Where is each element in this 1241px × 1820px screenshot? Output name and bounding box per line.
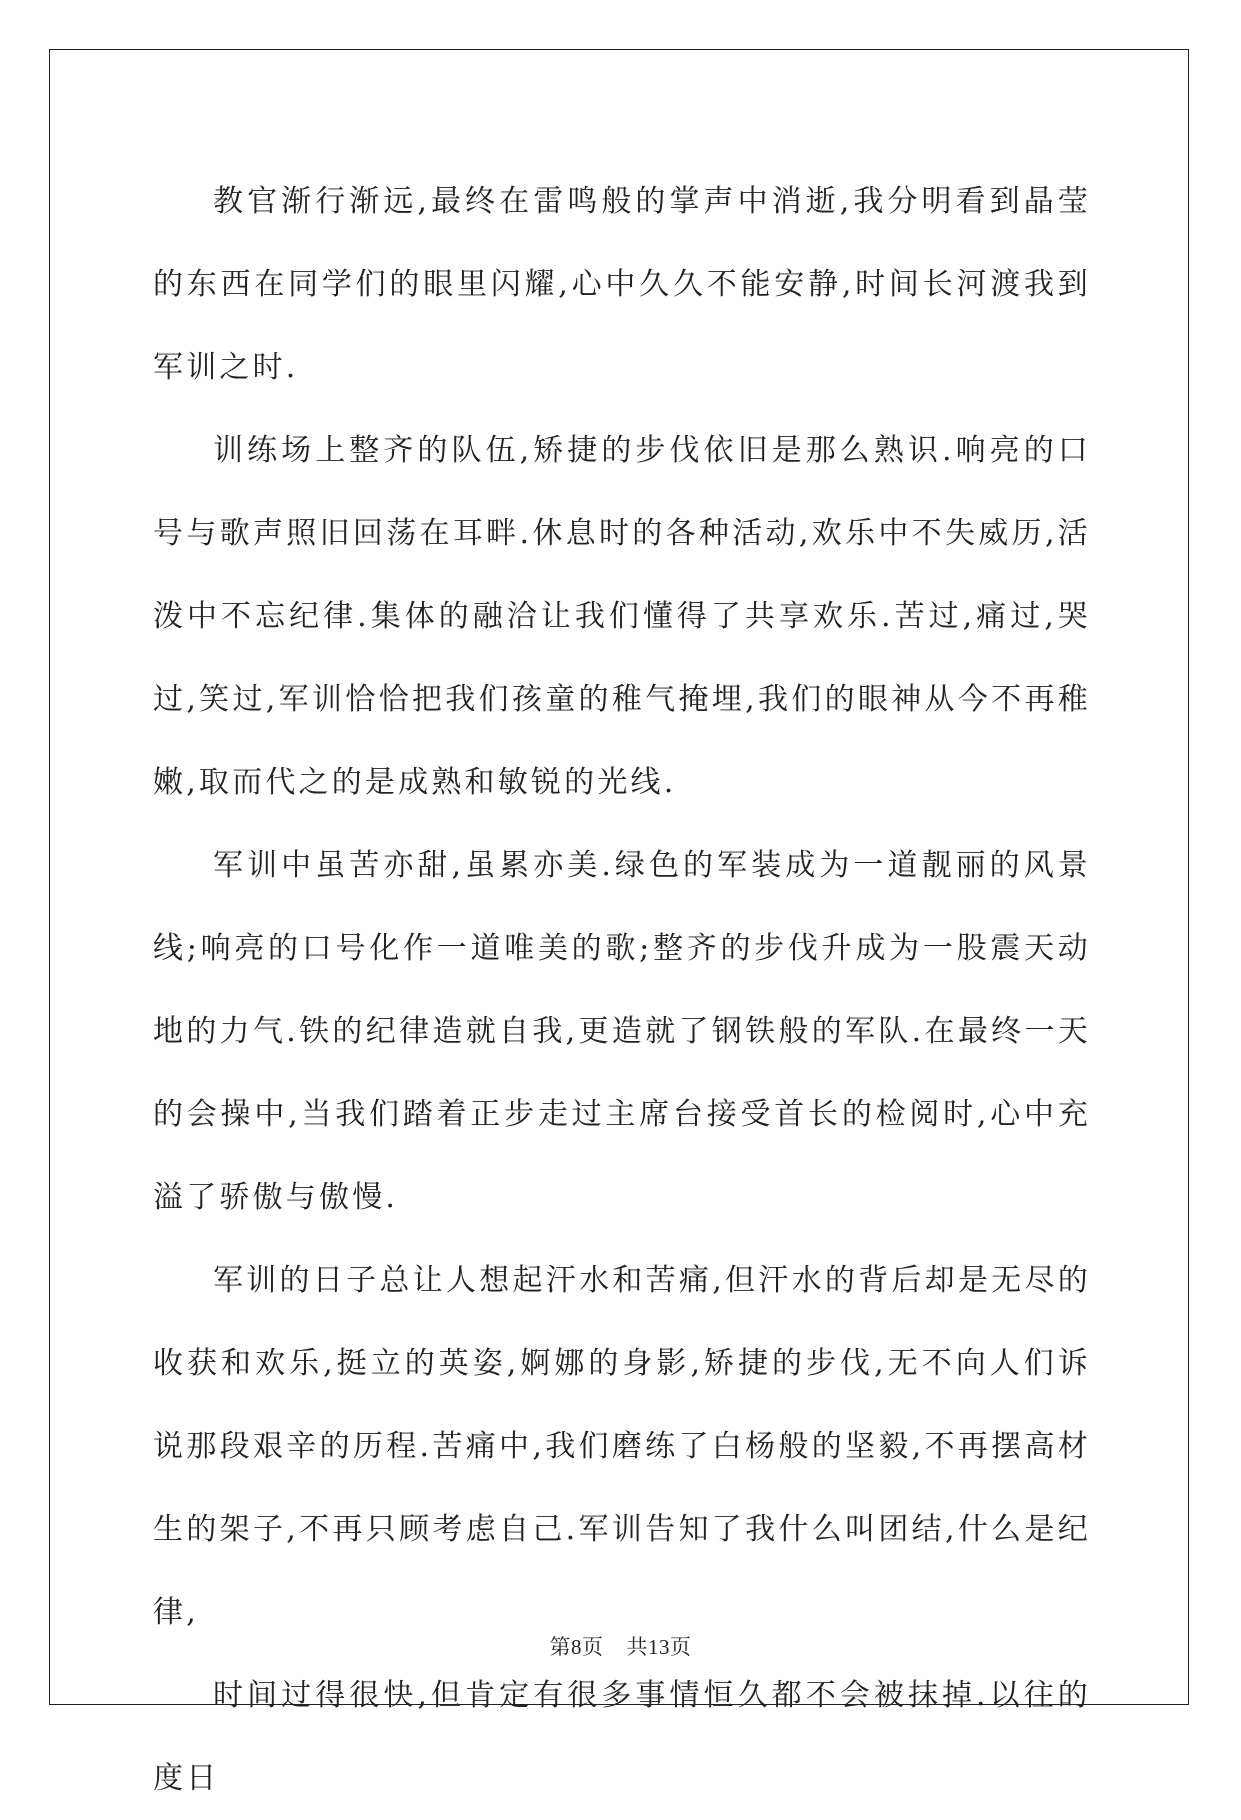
- paragraph: 军训中虽苦亦甜,虽累亦美.绿色的军装成为一道靓丽的风景线;响亮的口号化作一道唯美的歌;整齐的步伐升成为一股震天动地的力气.铁的纪律造就自我,更造就了钢铁般的军队.在最终一天的会操中,当我们踏着正步走过主席台接受首长的检阅时,心中充溢了骄傲与傲慢.: [153, 848, 1091, 1215]
- page-total: 共13页: [626, 1635, 692, 1659]
- paragraph: 时间过得很快,但肯定有很多事情恒久都不会被抹掉.以往的度日: [153, 1678, 1091, 1796]
- document-body: [153, 160, 1091, 1820]
- page-number: 第8页: [549, 1635, 604, 1659]
- paragraph: 训练场上整齐的队伍,矫捷的步伐依旧是那么熟识.响亮的口号与歌声照旧回荡在耳畔.休息时的各种活动,欢乐中不失威历,活泼中不忘纪律.集体的融洽让我们懂得了共享欢乐.苦过,痛过,哭过,笑过,军训恰恰把我们孩童的稚气掩埋,我们的眼神从今不再稚嫩,取而代之的是成熟和敏锐的光线.: [153, 433, 1091, 800]
- paragraph: 军训的日子总让人想起汗水和苦痛,但汗水的背后却是无尽的收获和欢乐,挺立的英姿,婀娜的身影,矫捷的步伐,无不向人们诉说那段艰辛的历程.苦痛中,我们磨练了白杨般的坚毅,不再摆高材生的架子,不再只顾考虑自己.军训告知了我什么叫团结,什么是纪律,: [153, 1263, 1091, 1630]
- page-footer: [0, 1631, 1241, 1661]
- paragraph: 教官渐行渐远,最终在雷鸣般的掌声中消逝,我分明看到晶莹的东西在同学们的眼里闪耀,心中久久不能安静,时间长河渡我到军训之时.: [153, 184, 1091, 385]
